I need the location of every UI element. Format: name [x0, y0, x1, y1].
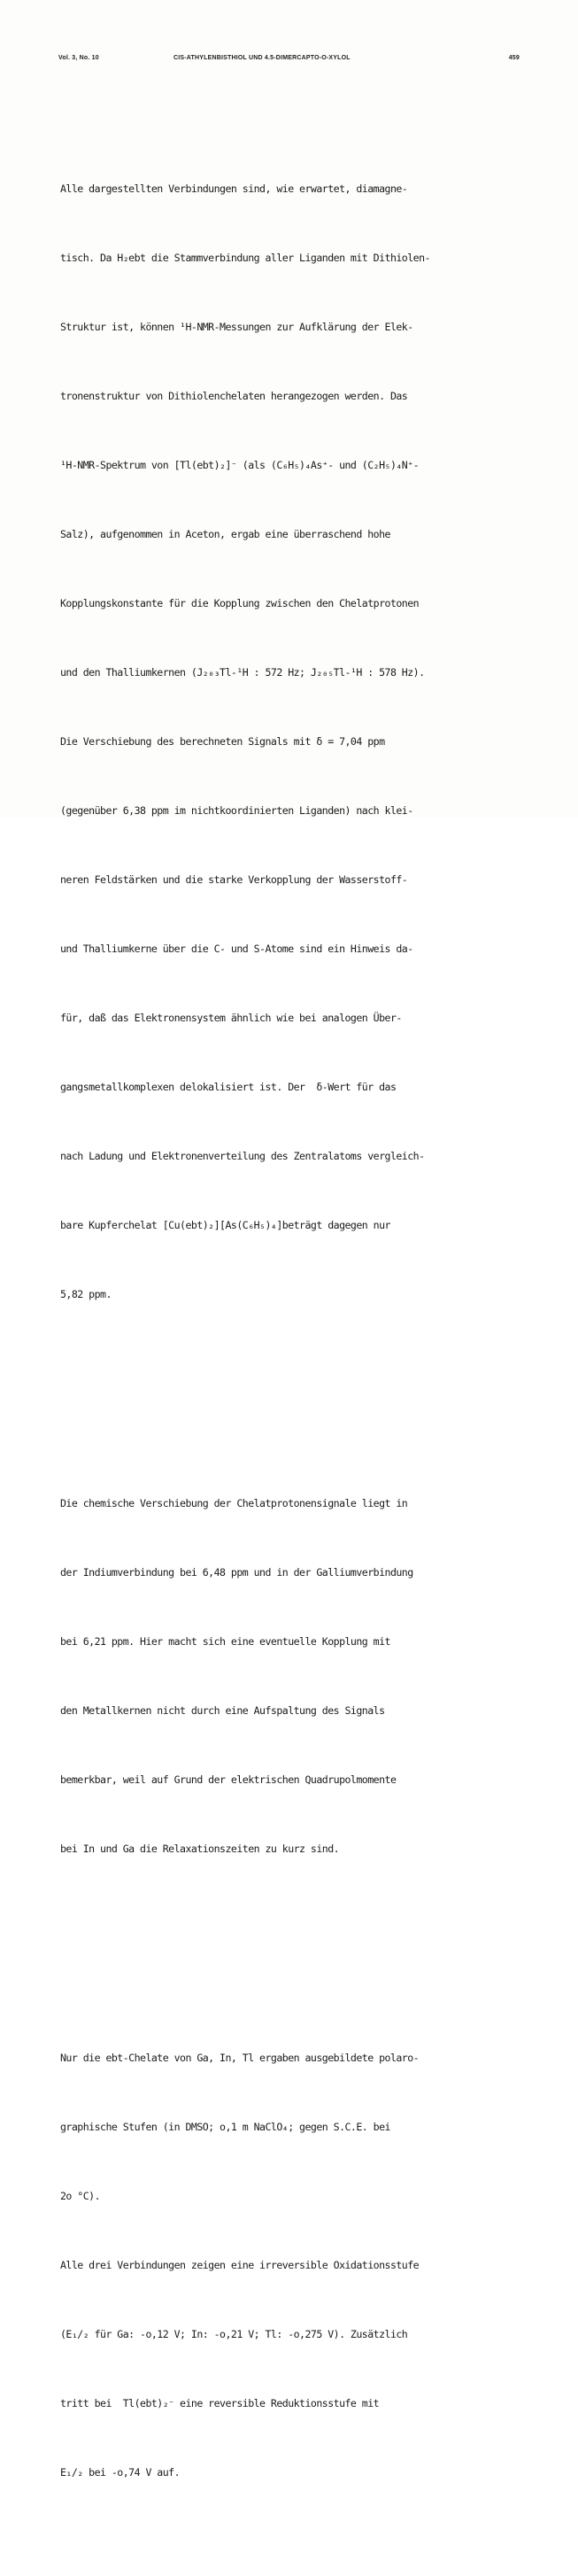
running-title: CIS-ATHYLENBISTHIOL UND 4.5-DIMERCAPTO-O-XYLOL: [173, 55, 351, 61]
text-line: (gegenüber 6,38 ppm im nichtkoordinierten Liganden) nach klei-: [60, 804, 413, 817]
text-line: Die chemische Verschiebung der Chelatprotonensignale liegt in: [60, 1497, 408, 1509]
text-line: ¹H-NMR-Spektrum von [Tl(ebt)₂]⁻ (als (C₆H₅)₄As⁺- und (C₂H₅)₄N⁺-: [60, 459, 420, 471]
text-line: der Indiumverbindung bei 6,48 ppm und in der Galliumverbindung: [60, 1566, 413, 1579]
text-line: nach Ladung und Elektronenverteilung des Zentralatoms vergleich-: [60, 1150, 425, 1162]
page-number: 459: [508, 55, 520, 61]
text-line: graphische Stufen (in DMSO; o,1 m NaClO₄; gegen S.C.E. bei: [60, 2121, 390, 2133]
paragraph-polarography: [60, 2000, 520, 2530]
text-line: gangsmetallkomplexen delokalisiert ist. Der δ-Wert für das: [60, 1081, 397, 1093]
text-line: Nur die ebt-Chelate von Ga, In, Tl ergaben ausgebildete polaro-: [60, 2052, 420, 2064]
text-line: für, daß das Elektronensystem ähnlich wie bei analogen Über-: [60, 1012, 402, 1024]
text-line: den Metallkernen nicht durch eine Aufspaltung des Signals: [60, 1704, 385, 1717]
text-line: Die Verschiebung des berechneten Signals mit δ = 7,04 ppm: [60, 735, 385, 748]
text-line: Alle dargestellten Verbindungen sind, wie erwartet, diamagne-: [60, 182, 408, 195]
text-line: tritt bei Tl(ebt)₂⁻ eine reversible Reduktionsstufe mit: [60, 2397, 380, 2409]
paragraph-shift: [60, 1446, 520, 1906]
text-line: tronenstruktur von Dithiolenchelaten herangezogen werden. Das: [60, 390, 408, 402]
text-line: bei 6,21 ppm. Hier macht sich eine eventuelle Kopplung mit: [60, 1635, 390, 1648]
text-line: bemerkbar, weil auf Grund der elektrischen Quadrupolmomente: [60, 1773, 397, 1786]
text-line: tisch. Da H₂ebt die Stammverbindung aller Liganden mit Dithiolen-: [60, 252, 430, 264]
body-text: [60, 85, 520, 2576]
text-line: Salz), aufgenommen in Aceton, ergab eine überraschend hohe: [60, 528, 390, 540]
text-line: bei In und Ga die Relaxationszeiten zu kurz sind.: [60, 1843, 340, 1855]
text-line: und Thalliumkerne über die C- und S-Atome sind ein Hinweis da-: [60, 943, 413, 955]
text-line: Kopplungskonstante für die Kopplung zwischen den Chelatprotonen: [60, 597, 420, 609]
text-line: 5,82 ppm.: [60, 1288, 112, 1300]
text-line: E₁/₂ bei -o,74 V auf.: [60, 2466, 181, 2479]
volume-info: Vol. 3, No. 10: [58, 55, 99, 61]
text-line: 2o °C).: [60, 2190, 101, 2202]
text-line: Alle drei Verbindungen zeigen eine irreversible Oxidationsstufe: [60, 2259, 420, 2271]
text-line: Struktur ist, können ¹H-NMR-Messungen zur Aufklärung der Elek-: [60, 321, 413, 333]
paragraph-nmr: [60, 131, 520, 1352]
text-line: bare Kupferchelat [Cu(ebt)₂][As(C₆H₅)₄]beträgt dagegen nur: [60, 1219, 390, 1231]
running-header: [58, 55, 520, 67]
text-line: und den Thalliumkernen (J₂₀₃Tl-¹H : 572 Hz; J₂₀₅Tl-¹H : 578 Hz).: [60, 666, 425, 679]
text-line: (E₁/₂ für Ga: -o,12 V; In: -o,21 V; Tl: -o,275 V). Zusätzlich: [60, 2328, 408, 2340]
text-line: neren Feldstärken und die starke Verkopplung der Wasserstoff-: [60, 873, 408, 886]
